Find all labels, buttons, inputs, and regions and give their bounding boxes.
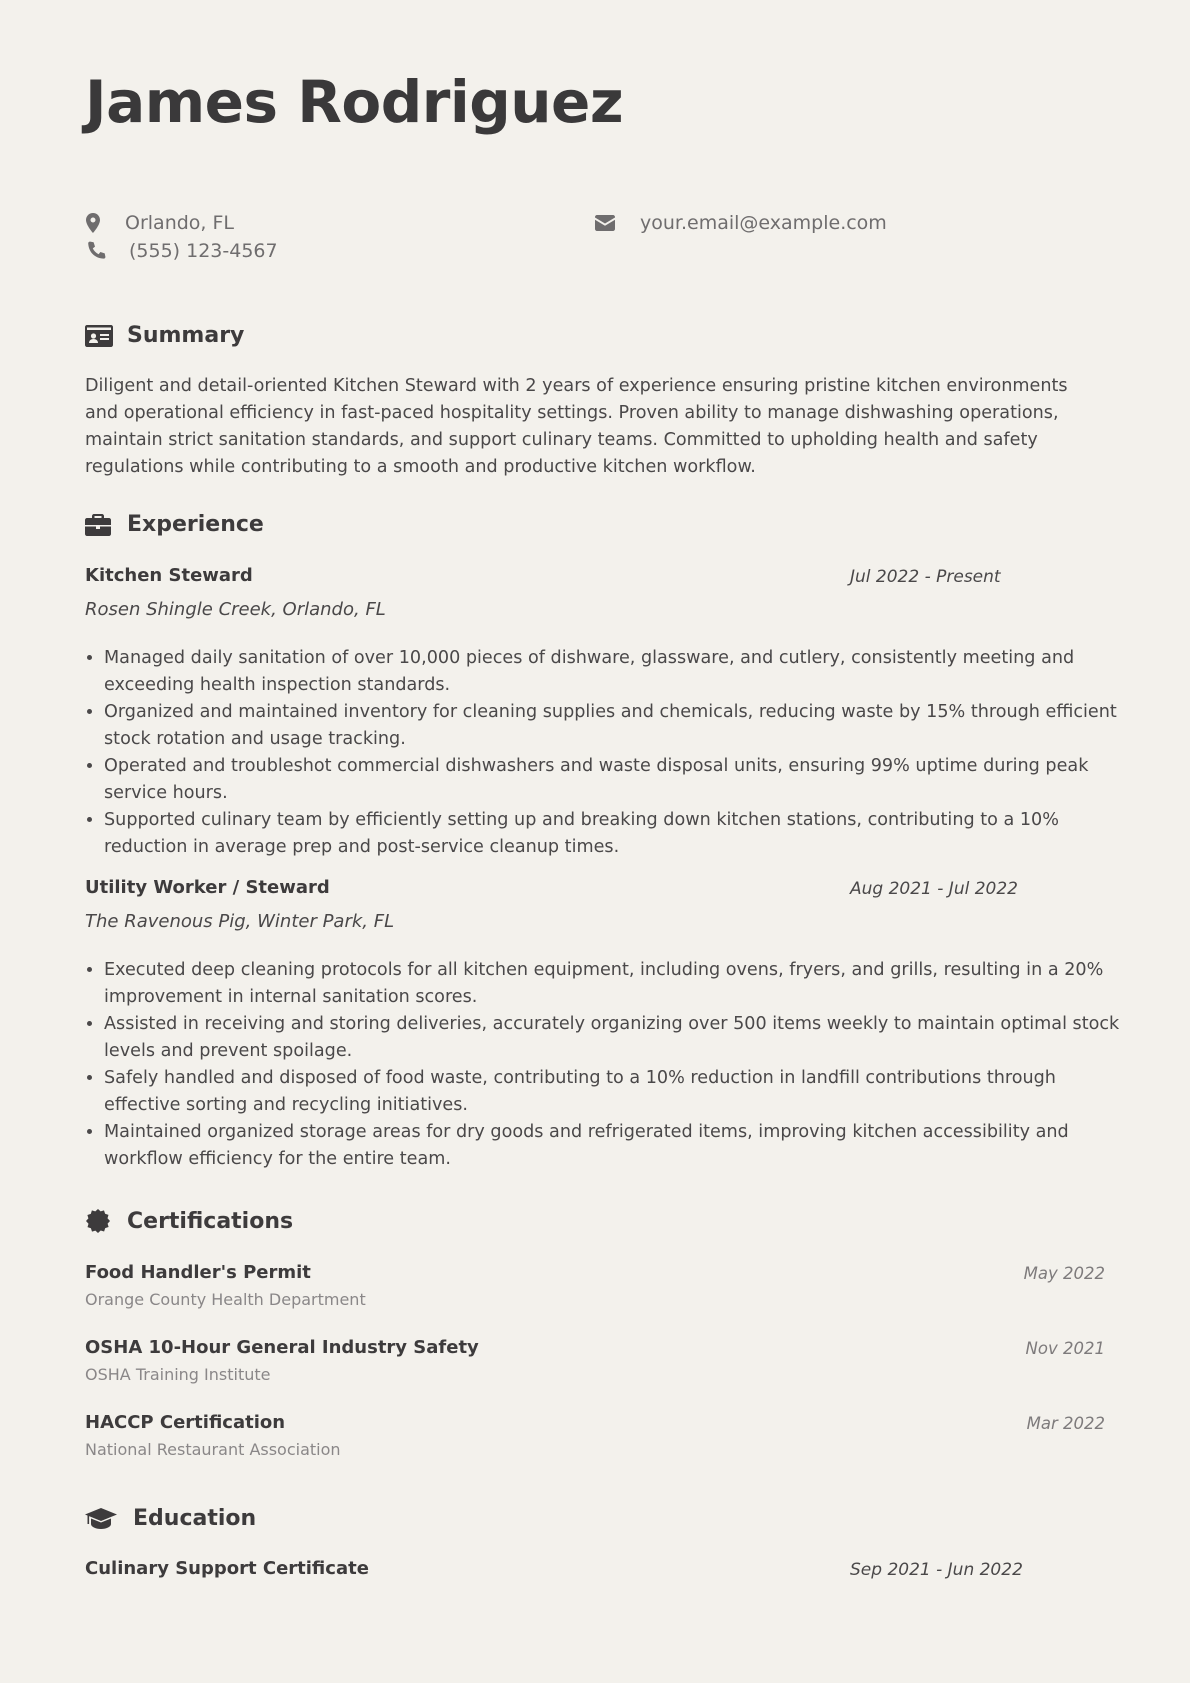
certification-entry	[85, 1337, 1105, 1387]
job-dates: Jul 2022 - Present	[850, 567, 1001, 587]
id-card-icon	[85, 324, 113, 348]
candidate-name: James Rodriguez	[85, 68, 624, 136]
job-bullets	[85, 645, 1129, 861]
certification-date: Nov 2021	[1025, 1339, 1105, 1358]
summary-heading	[85, 323, 244, 348]
job-bullet: • Assisted in receiving and storing deliveries, accurately organizing over 500 items weekly to maintain optimal stock levels and prevent spoilage.	[104, 1011, 1129, 1065]
education-title: Education	[133, 1506, 257, 1531]
job-bullets	[85, 957, 1129, 1173]
map-marker-icon	[85, 213, 101, 233]
job-title: Kitchen Steward	[85, 565, 253, 586]
job-bullet: • Operated and troubleshot commercial dishwashers and waste disposal units, ensuring 99% uptime during peak service hours.	[104, 753, 1129, 807]
job-dates: Aug 2021 - Jul 2022	[850, 879, 1018, 899]
certification-date: Mar 2022	[1026, 1414, 1105, 1433]
certification-issuer: Orange County Health Department	[85, 1290, 366, 1309]
briefcase-icon	[85, 513, 113, 537]
certification-issuer: National Restaurant Association	[85, 1440, 341, 1459]
experience-heading	[85, 512, 264, 537]
certifications-heading	[85, 1209, 293, 1234]
certification-name: Food Handler's Permit	[85, 1262, 311, 1283]
job-bullet: • Maintained organized storage areas for dry goods and refrigerated items, improving kitchen accessibility and workflow efficiency for the entire team.	[104, 1119, 1129, 1173]
certification-date: May 2022	[1023, 1264, 1105, 1283]
certification-issuer: OSHA Training Institute	[85, 1365, 271, 1384]
contact-location	[85, 212, 234, 234]
education-entry	[85, 1558, 1105, 1579]
job-company: The Ravenous Pig, Winter Park, FL	[85, 911, 395, 932]
job-bullet: • Safely handled and disposed of food waste, contributing to a 10% reduction in landfill contributions through effective sorting and recycling initiatives.	[104, 1065, 1129, 1119]
certification-name: HACCP Certification	[85, 1412, 286, 1433]
certificate-badge-icon	[85, 1210, 113, 1234]
envelope-icon	[594, 215, 616, 231]
location-text: Orlando, FL	[125, 212, 235, 234]
education-dates: Sep 2021 - Jun 2022	[850, 1560, 1023, 1580]
phone-text: (555) 123-4567	[129, 240, 278, 262]
certification-entry	[85, 1262, 1105, 1312]
contact-email	[594, 212, 887, 234]
education-name: Culinary Support Certificate	[85, 1558, 369, 1579]
experience-entry	[85, 565, 1117, 857]
certification-name: OSHA 10-Hour General Industry Safety	[85, 1337, 479, 1358]
experience-entry	[85, 877, 1120, 1169]
summary-text: Diligent and detail-oriented Kitchen Steward with 2 years of experience ensuring pristine kitchen environments and operational efficiency in fast-paced hospitality settings. Proven ability to manage dishwashing operations, maintain strict sanitation standards, and support culinary teams. Committed to upholding health and safety regulations while contributing to a smooth and productive kitchen workflow.	[85, 376, 1068, 477]
certification-entry	[85, 1412, 1105, 1462]
job-title: Utility Worker / Steward	[85, 877, 330, 898]
job-bullet: • Supported culinary team by efficiently setting up and breaking down kitchen stations, contributing to a 10% reduction in average prep and post-service cleanup times.	[104, 807, 1129, 861]
phone-icon	[85, 241, 107, 261]
experience-title: Experience	[127, 512, 264, 537]
job-bullet: • Organized and maintained inventory for cleaning supplies and chemicals, reducing waste by 15% through efficient stock rotation and usage tracking.	[104, 699, 1129, 753]
job-bullet: • Managed daily sanitation of over 10,000 pieces of dishware, glassware, and cutlery, consistently meeting and exceeding health inspection standards.	[104, 645, 1129, 699]
certifications-title: Certifications	[127, 1209, 294, 1234]
email-text: your.email@example.com	[640, 212, 887, 234]
summary-title: Summary	[127, 323, 245, 348]
job-bullet: • Executed deep cleaning protocols for all kitchen equipment, including ovens, fryers, and grills, resulting in a 20% improvement in internal sanitation scores.	[104, 957, 1129, 1011]
contact-phone	[85, 240, 278, 262]
education-heading	[85, 1506, 256, 1531]
job-company: Rosen Shingle Creek, Orlando, FL	[85, 599, 386, 620]
graduation-cap-icon	[85, 1507, 119, 1531]
